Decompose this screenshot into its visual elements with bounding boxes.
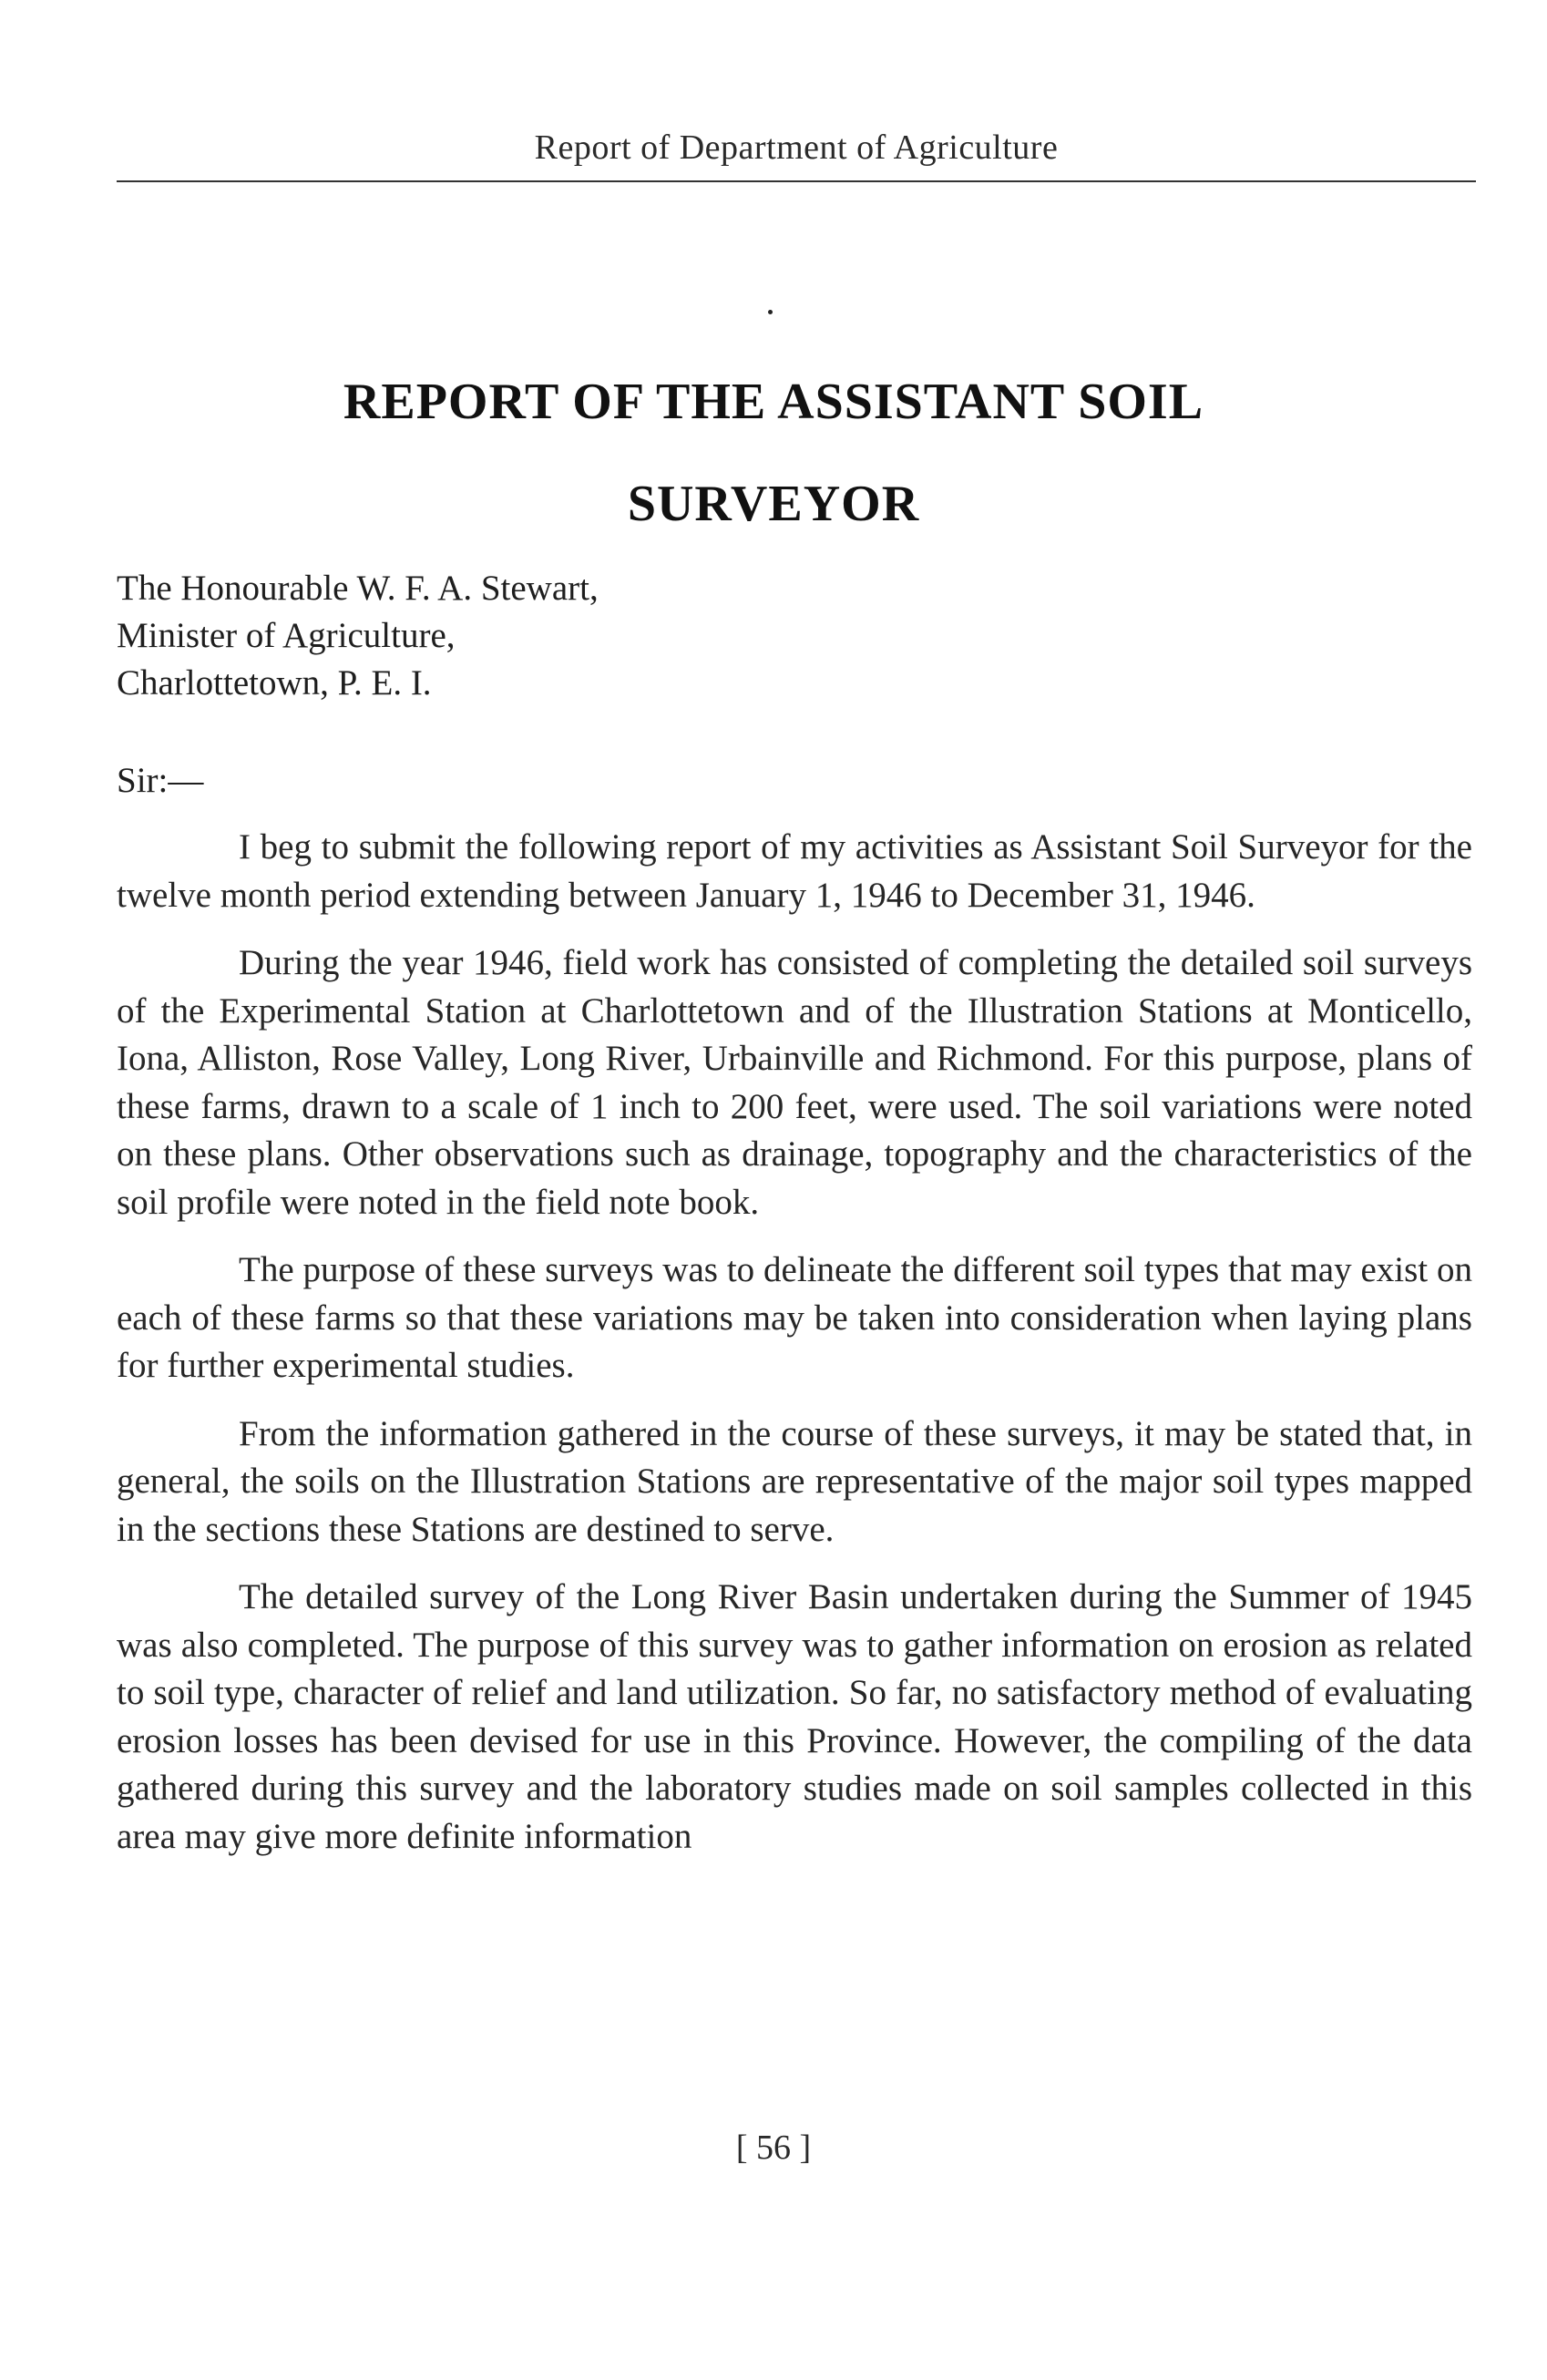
body-paragraph: The detailed survey of the Long River Basin undertaken during the Summer of 1945 was also completed. The purpose of this survey was to gather information on erosion as related to soil type, character of relief and land utilization. So far, no satisfactory method of evaluating erosion losses has been devised for use in this Province. However, the compiling of the data gathered during this survey and the laboratory studies made on soil samples collected in this area may give more definite information <box>117 1577 1472 1856</box>
body-paragraph: From the information gathered in the course of these surveys, it may be stated that, in general, the soils on the Illustration Stations are representative of the major soil types mapped in the sections these Stations are destined to serve. <box>117 1413 1472 1549</box>
address-line: Minister of Agriculture, <box>117 616 456 655</box>
addressee-block <box>117 565 599 707</box>
address-line: The Honourable W. F. A. Stewart, <box>117 569 599 608</box>
report-body <box>117 824 1472 1881</box>
body-paragraph: I beg to submit the following report of my activities as Assistant Soil Surveyor for the twelve month period extending between January 1, 1946 to December 31, 1946. <box>117 827 1472 915</box>
page-number: [ 56 ] <box>735 2129 812 2167</box>
body-paragraph: The purpose of these surveys was to delineate the different soil types that may exist on each of these farms so that these variations may be taken into consideration when laying plans for further experimental studies. <box>117 1250 1472 1385</box>
print-speck <box>768 310 773 314</box>
title-line-1: REPORT OF THE ASSISTANT SOIL <box>343 374 1204 430</box>
body-paragraph: During the year 1946, field work has consisted of completing the detailed soil surveys of the Experimental Station at Charlottetown and of the Illustration Stations at Monticello, Iona, Alliston, Rose Valley, Long River, Urbainville and Richmond. For this purpose, plans of these farms, drawn to a scale of 1 inch to 200 feet, were used. The soil variations were noted on these plans. Other observations such as drainage, topography and the characteristics of the soil profile were noted in the field note book. <box>117 943 1472 1222</box>
title-line-2: SURVEYOR <box>627 476 920 532</box>
header-rule <box>117 180 1476 182</box>
address-line: Charlottetown, P. E. I. <box>117 663 432 703</box>
salutation: Sir:— <box>117 761 204 800</box>
report-title <box>118 351 1429 555</box>
running-head: Report of Department of Agriculture <box>534 128 1059 167</box>
